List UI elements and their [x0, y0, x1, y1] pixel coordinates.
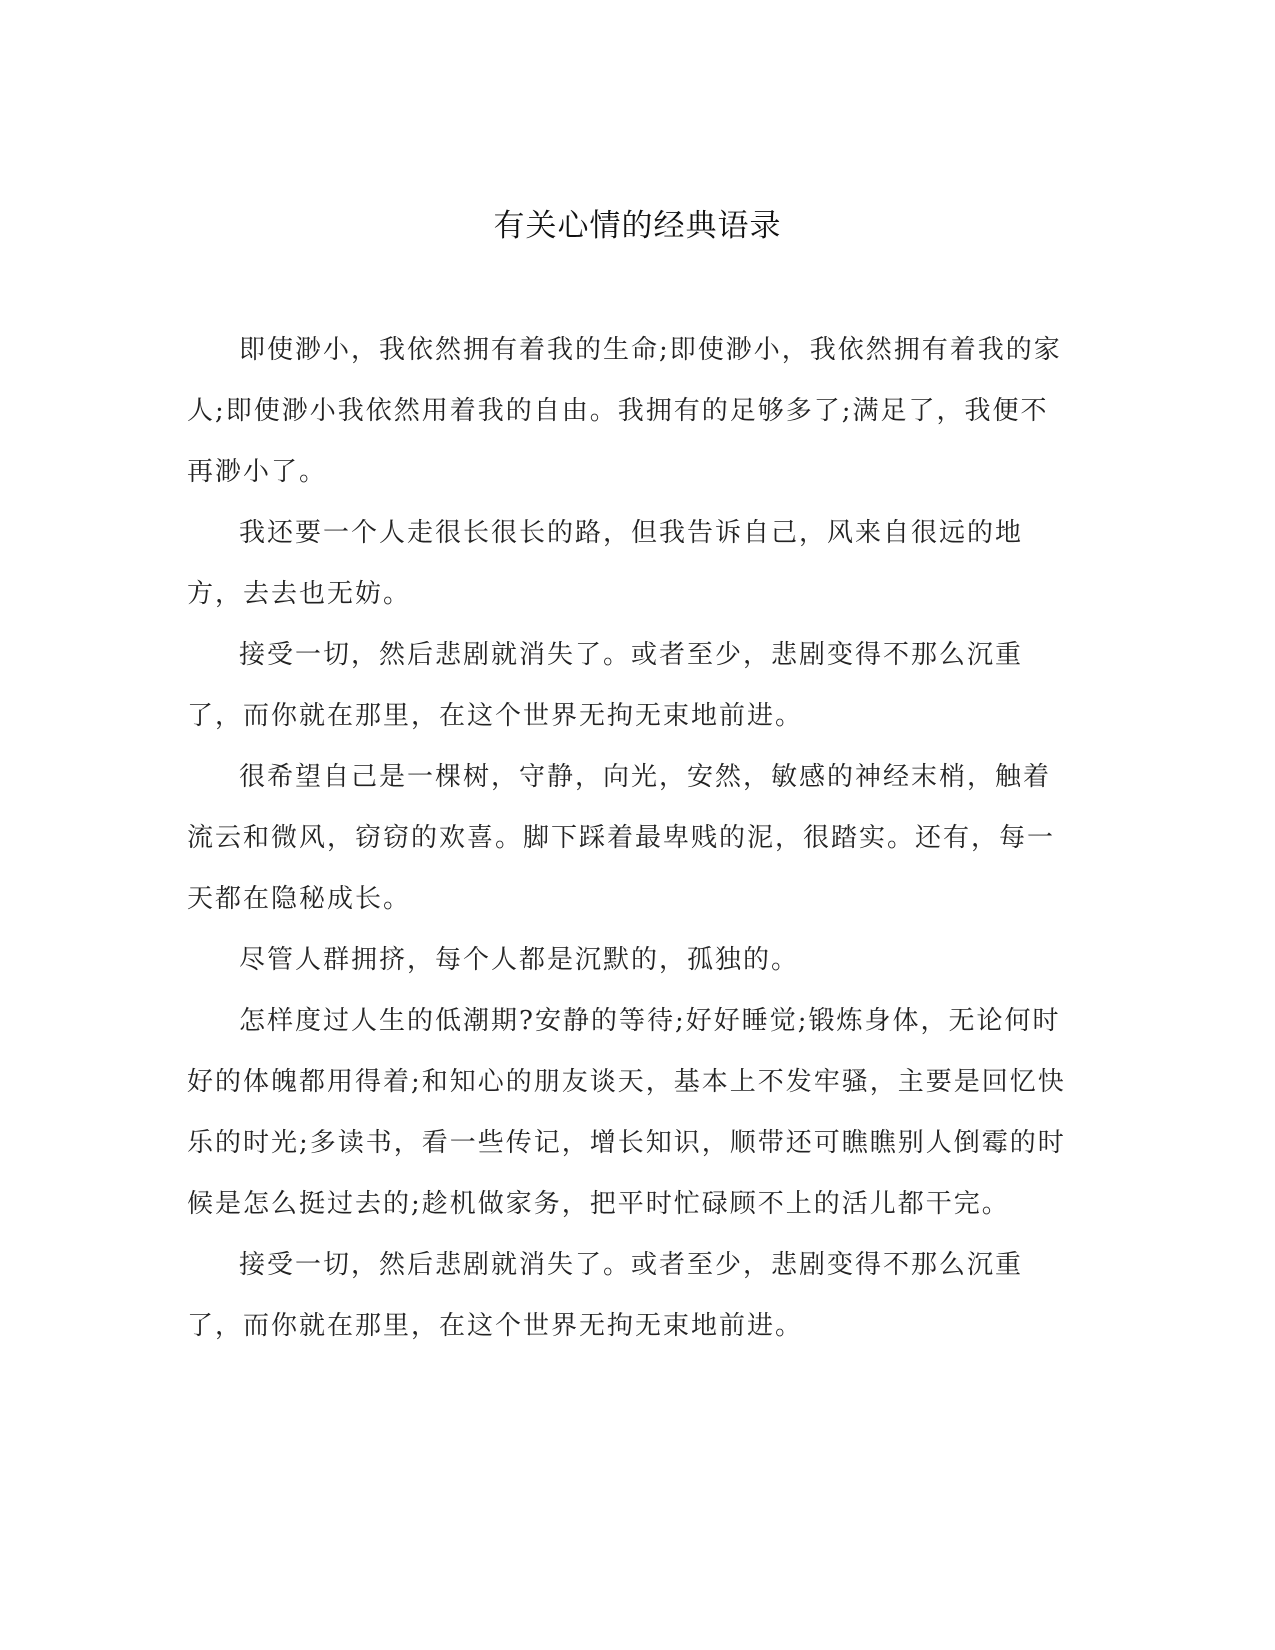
- paragraph: 怎样度过人生的低潮期?安静的等待;好好睡觉;锻炼身体，无论何时好的体魄都用得着;和知心的朋友谈天，基本上不发牢骚，主要是回忆快乐的时光;多读书，看一些传记，增长知识，顺带还可瞧瞧别人倒霉的时候是怎么挺过去的;趁机做家务，把平时忙碌顾不上的活儿都干完。: [187, 1006, 1066, 1219]
- paragraph: 即使渺小，我依然拥有着我的生命;即使渺小，我依然拥有着我的家人;即使渺小我依然用着我的自由。我拥有的足够多了;满足了，我便不再渺小了。: [187, 335, 1062, 487]
- paragraph: 接受一切，然后悲剧就消失了。或者至少，悲剧变得不那么沉重了，而你就在那里，在这个世界无拘无束地前进。: [187, 1250, 1024, 1341]
- paragraph: 尽管人群拥挤，每个人都是沉默的，孤独的。: [239, 945, 800, 975]
- paragraph: 很希望自己是一棵树，守静，向光，安然，敏感的神经末梢，触着流云和微风，窃窃的欢喜。脚下踩着最卑贱的泥，很踏实。还有，每一天都在隐秘成长。: [187, 762, 1056, 914]
- paragraph: 我还要一个人走很长很长的路，但我告诉自己，风来自很远的地方，去去也无妨。: [187, 518, 1024, 609]
- document-body: [187, 320, 1067, 1357]
- document-title: 有关心情的经典语录: [493, 208, 782, 244]
- paragraph: 接受一切，然后悲剧就消失了。或者至少，悲剧变得不那么沉重了，而你就在那里，在这个世界无拘无束地前进。: [187, 640, 1024, 731]
